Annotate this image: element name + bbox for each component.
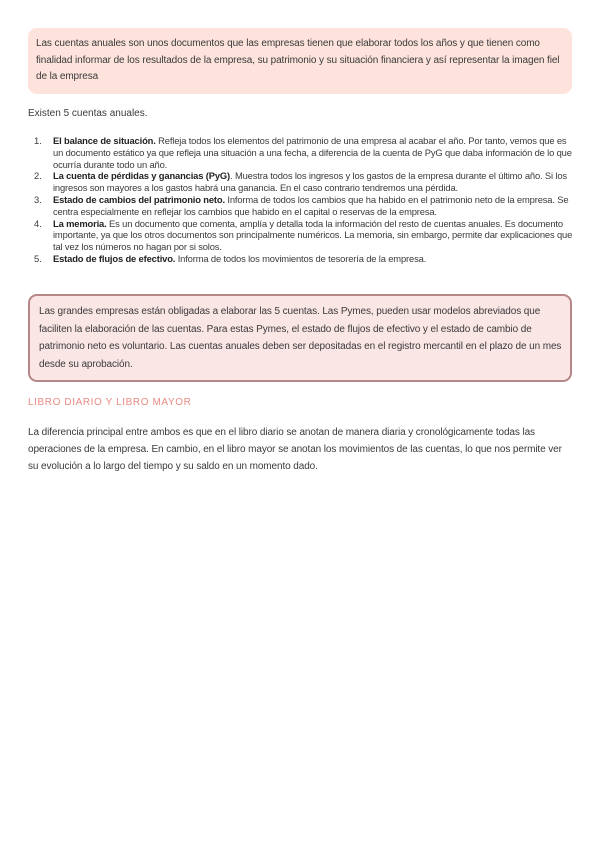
intro-callout [28,28,572,94]
intro-text: Las cuentas anuales son unos documentos que las empresas tienen que elaborar todos los años y que tienen como finalidad informar de los resultados de la empresa, su patrimonio y su situación financiera y así representar la imagen fiel de la empresa [36,38,560,82]
list-item-title: La cuenta de pérdidas y ganancias (PyG) [53,170,231,182]
list-item-number: 3. [34,193,42,205]
list-item [28,218,574,253]
list-item [28,194,574,218]
annual-accounts-list [28,135,574,265]
note-text: Las grandes empresas están obligadas a elaborar las 5 cuentas. Las Pymes, pueden usar modelos abreviados que faciliten la elaboración de las cuentas. Para estas Pymes, el estado de flujos de efectivo y el estado de cambio de patrimonio neto es voluntario. Las cuentas anuales deben ser depositadas en el registro mercantil en el plazo de un mes desde su aprobación. [39,306,562,370]
list-item-number: 2. [34,170,42,182]
accounts-count-text: Existen 5 cuentas anuales. [28,108,148,119]
list-item-description: Informa de todos los movimientos de tesorería de la empresa. [175,252,427,264]
list-item-title: Estado de flujos de efectivo. [53,252,176,264]
list-item-number: 1. [34,135,42,146]
list-item-description: . Muestra todos los ingresos y los gastos de la empresa durante el último año. Si los ingresos son mayores a los gastos habrá una ganancia. En el caso contrario tendremos una pérdida. [53,170,567,194]
list-item-description: Es un documento que comenta, amplía y detalla toda la información del resto de cuentas anuales. Es documento importante, ya que los otros documentos son principalmente numéricos. La memoria, sin embargo, permite dar explicaciones que tal vez los números no hagan por si solos. [53,217,573,253]
list-item [28,253,574,265]
section-heading: LIBRO DIARIO Y LIBRO MAYOR [28,397,192,408]
list-item-description: Refleja todos los elementos del patrimonio de una empresa al acabar el año. Por tanto, vemos que es un documento estático ya que refleja una situación a una fecha, a diferencia de la cuenta de PyG que daba información de lo que ocurría durante todo un año. [53,135,572,170]
list-item-title: El balance de situación. [53,135,156,146]
list-item-number: 4. [34,217,42,229]
section-paragraph: La diferencia principal entre ambos es que en el libro diario se anotan de manera diaria y cronológicamente todas las operaciones de la empresa. En cambio, en el libro mayor se anotan los movimientos de las cuentas, lo que nos permite ver su evolución a lo largo del tiempo y su saldo en un momento dado. [28,427,562,472]
list-item-title: Estado de cambios del patrimonio neto. [53,193,225,205]
list-item [28,170,574,194]
list-item-title: La memoria. [53,217,107,229]
note-callout [28,294,572,382]
list-item-number: 5. [34,252,42,264]
list-item-description: Informa de todos los cambios que ha habido en el patrimonio neto de la empresa. Se centra especialmente en reflejar los cambios que habido en el capital o reservas de la empresa. [53,193,569,217]
list-item [28,135,574,170]
